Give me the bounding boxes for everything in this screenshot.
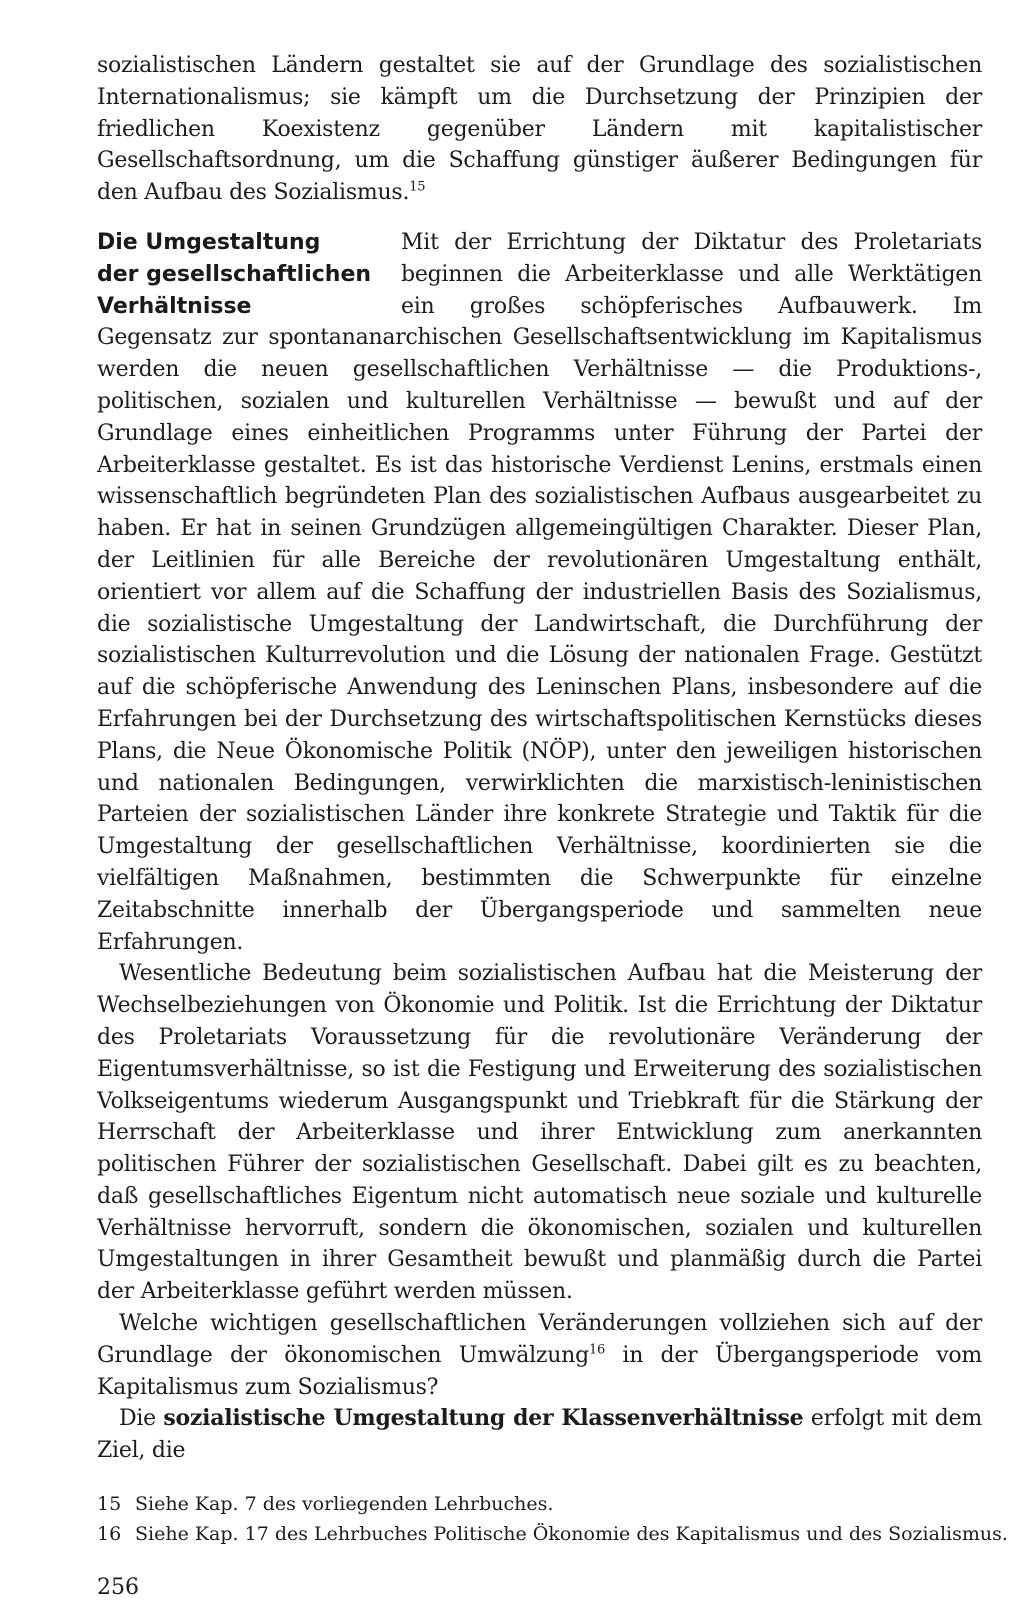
paragraph-3-text-b: in der Übergangsperiode vom Kapitalismus zum Sozialismus? <box>97 1342 982 1400</box>
section-heading-line-3: Verhältnisse <box>97 293 252 319</box>
paragraph-3-text-a: Welche wichtigen gesellschaftlichen Veränderungen vollziehen sich auf der Grundlage der ökonomischen Umwälzung <box>97 1311 982 1368</box>
section-heading-line-2: der gesellschaftlichen <box>97 261 372 287</box>
paragraph-3 <box>97 1308 982 1403</box>
footnotes <box>97 1489 1008 1549</box>
footnote-number: 16 <box>97 1523 122 1546</box>
footnote-16 <box>97 1519 1008 1549</box>
paragraph-2: Wesentliche Bedeutung beim sozialistischen Aufbau hat die Meisterung der Wechselbeziehungen von Ökonomie und Politik. Ist die Errichtung der Diktatur des Proletariats Voraussetzung für die revolutionäre Veränderung der Eigentumsverhältnisse, so ist die Festigung und Erweiterung des sozialistischen Volkseigentums wiederum Ausgangspunkt und Triebkraft für die Stärkung der Herrschaft der Arbeiterklasse und ihrer Entwicklung zum anerkannten politischen Führer der sozialistischen Gesellschaft. Dabei gilt es zu beachten, daß gesellschaftliches Eigentum nicht automatisch neue soziale und kulturelle Verhältnisse hervorruft, sondern die ökonomischen, sozialen und kulturellen Umgestaltungen in ihrer Gesamtheit bewußt und planmäßig durch die Partei der Arbeiterklasse geführt werden müssen. <box>97 961 982 1305</box>
paragraph-4 <box>97 1403 982 1467</box>
footnote-15 <box>97 1489 982 1519</box>
footnote-ref-15: 15 <box>409 179 426 195</box>
section-heading <box>97 227 373 322</box>
page-number: 256 <box>97 1575 139 1600</box>
intro-paragraph-text: sozialistischen Ländern gestaltet sie auf der Grundlage des sozialistischen Internationalismus; sie kämpft um die Durchsetzung der Prinzipien der friedlichen Koexistenz gegenüber Ländern mit kapitalistischer Gesellschaftsordnung, um die Schaffung günstiger äußerer Bedingungen für den Aufbau des Sozialismus. <box>97 53 982 206</box>
section-umgestaltung <box>97 227 982 1467</box>
footnote-ref-16: 16 <box>588 1342 605 1358</box>
footnote-text: Siehe Kap. 7 des vorliegenden Lehrbuches. <box>135 1493 554 1516</box>
book-page <box>97 50 1008 1600</box>
footnote-text: Siehe Kap. 17 des Lehrbuches Politische Ökonomie des Kapitalismus und des Sozialismus. <box>135 1523 1008 1546</box>
paragraph-1: Mit der Errichtung der Diktatur des Proletariats beginnen die Arbeiterklasse und alle Werktätigen ein großes schöpferisches Aufbauwerk. Im Gegensatz zur spontananarchischen Gesellschaftsentwicklung im Kapitalismus werden die neuen gesellschaftlichen Verhältnisse — die Produktions-, politischen, sozialen und kulturellen Verhältnisse — bewußt und auf der Grundlage eines einheitlichen Programms unter Führung der Partei der Arbeiterklasse gestaltet. Es ist das historische Verdienst Lenins, erstmals einen wissenschaftlich begründeten Plan des sozialistischen Aufbaus ausgearbeitet zu haben. Er hat in seinen Grundzügen allgemeingültigen Charakter. Dieser Plan, der Leitlinien für alle Bereiche der revolutionären Umgestaltung enthält, orientiert vor allem auf die Schaffung der industriellen Basis des Sozialismus, die sozialistische Umgestaltung der Landwirtschaft, die Durchführung der sozialistischen Kulturrevolution und die Lösung der nationalen Frage. Gestützt auf die schöpferische Anwendung des Leninschen Plans, insbesondere auf die Erfahrungen bei der Durchsetzung des wirtschaftspolitischen Kernstücks dieses Plans, die Neue Ökonomische Politik (NÖP), unter den jeweiligen historischen und nationalen Bedingungen, verwirklichten die marxistisch-leninistischen Parteien der sozialistischen Länder ihre konkrete Strategie und Taktik für die Umgestaltung der gesellschaftlichen Verhältnisse, koordinierten sie die vielfältigen Maßnahmen, bestimmten die Schwerpunkte für einzelne Zeitabschnitte innerhalb der Übergangsperiode und sammelten neue Erfahrungen. <box>97 229 982 955</box>
intro-paragraph <box>97 50 982 209</box>
paragraph-4-text-a: Die <box>119 1406 164 1432</box>
footnote-number: 15 <box>97 1493 122 1516</box>
section-heading-line-1: Die Umgestaltung <box>97 229 321 255</box>
paragraph-4-text-b: erfolgt mit dem Ziel, die <box>97 1406 982 1464</box>
paragraph-4-emphasis: sozialistische Umgestaltung der Klassenverhältnisse <box>163 1405 804 1432</box>
